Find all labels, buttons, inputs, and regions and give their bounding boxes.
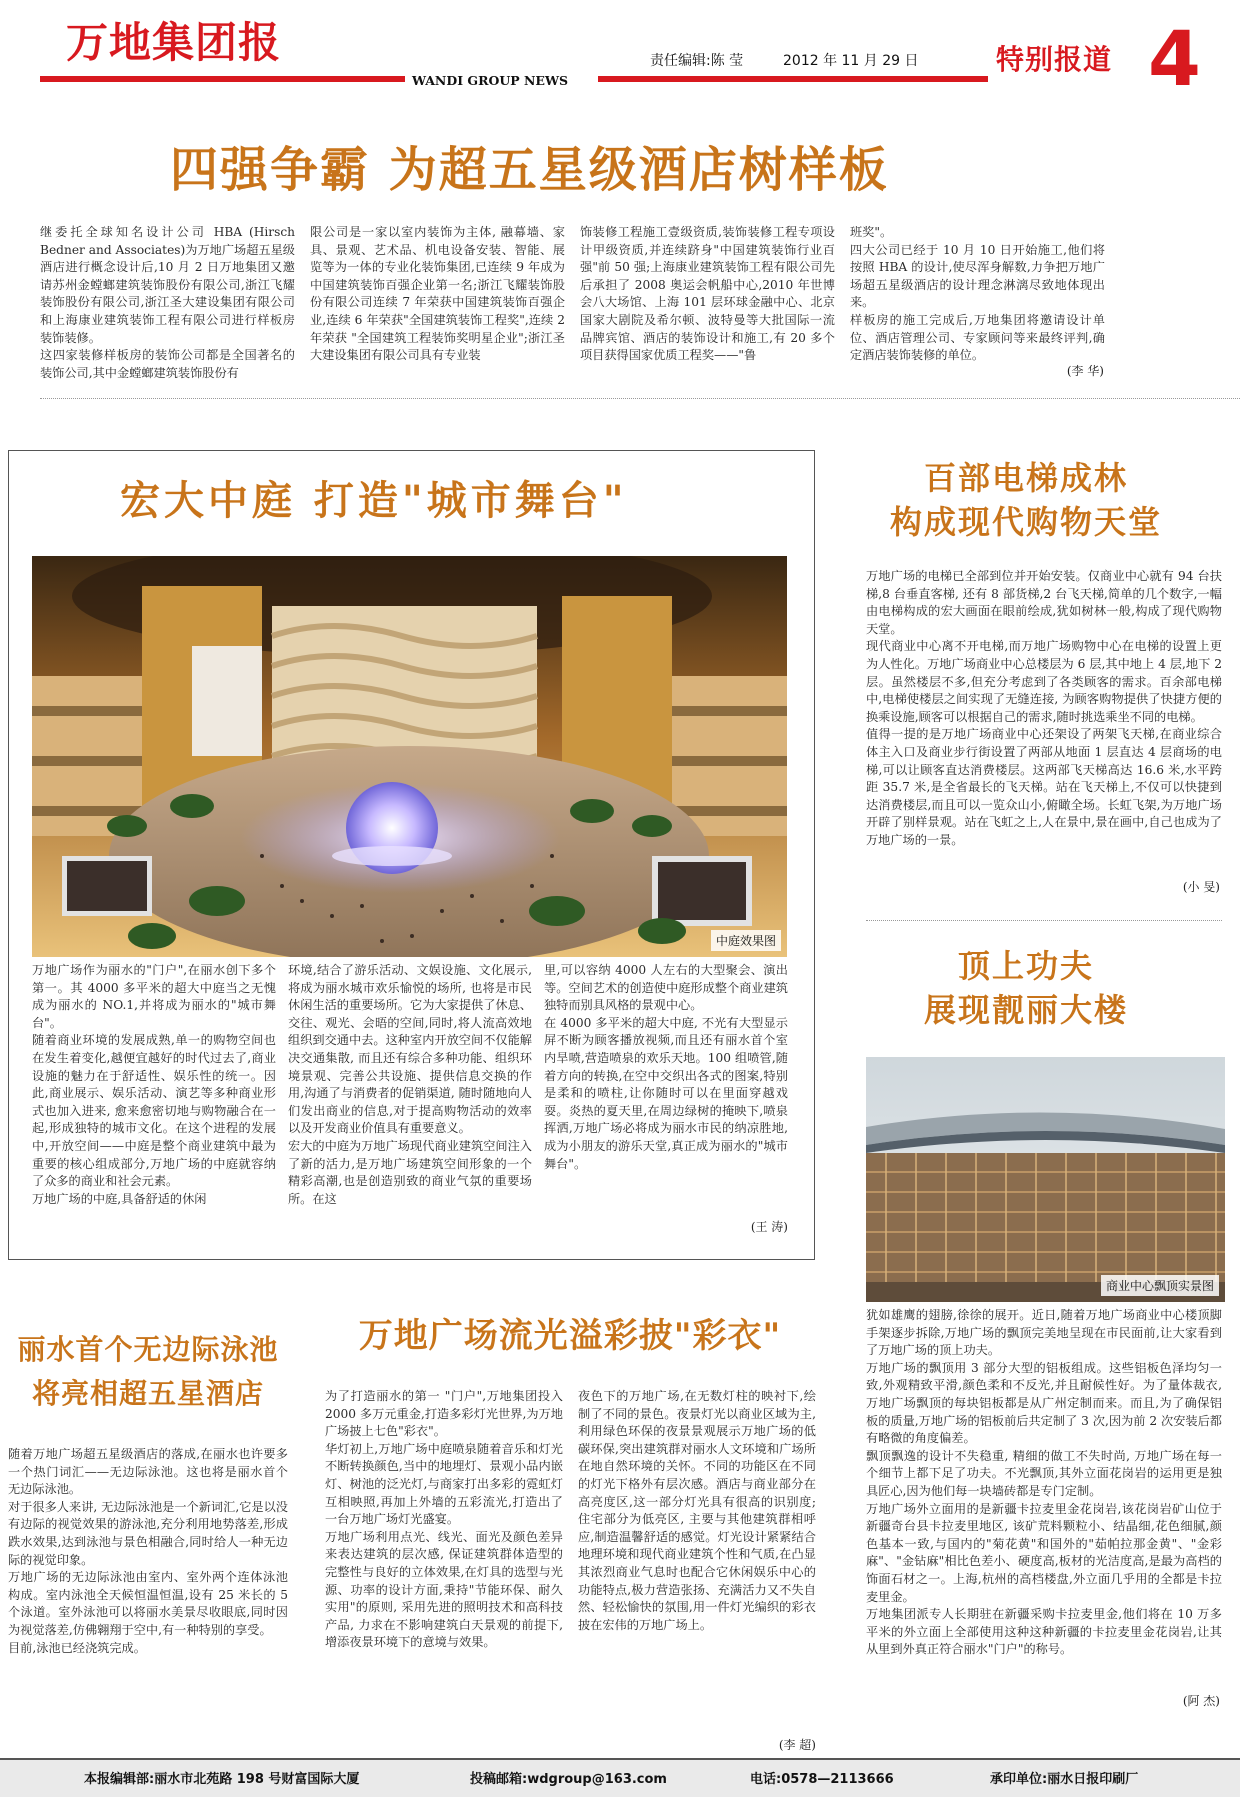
roof-headline-2: 展现靓丽大楼 xyxy=(923,991,1128,1029)
roof-body: 犹如雄鹰的翅膀,徐徐的展开。近日,随着万地广场商业中心楼顶脚手架逐步拆除,万地广场的飘顶完美地呈现在市民面前,让大家看到了万地广场的顶上功夫。 万地广场的飘顶用 3 部分大型的铝板组成。这些铝板色泽均匀一致,外观精致平滑,颜色柔和不反光,并且耐候性好。为了量体裁衣,万地广场飘顶的每块铝板都是从广州定制而来。而且,为了确保铝板的质量,万地广场的铝板前后共定制了 3 次,因为前 2 次安装后都有略微的角度偏差。 飘顶飘逸的设计不失稳重, 精细的做工不失时尚, 万地广场在每一个细节上都下足了功夫。不光飘顶,其外立面花岗岩的运用更是独具匠心,因为他们每一块墙砖都是专门定制。 万地广场外立面用的是新疆卡拉麦里金花岗岩,该花岗岩矿山位于新疆奇台县卡拉麦里地区, 该矿荒料颗粒小、结晶细,花色细腻,颜色基本一致,与国内的"菊花黄"和国外的"茹帕拉那金黄"、"金彩麻"、"金钻麻"相比色差小、硬度高,板材的光洁度高,是最为高档的饰面石材之一。上海,杭州的高档楼盘,外立面几乎用的全都是卡拉麦里金。 万地集团派专人长期驻在新疆采购卡拉麦里金,他们将在 10 万多平米的外立面上全部使用这种这种新疆的卡拉麦里金花岗岩,让其从里到外真正符合丽水"门户"的称号。 xyxy=(866,1308,1222,1657)
elevators-headline-2: 构成现代购物天堂 xyxy=(889,503,1162,541)
pool-headline-2: 将亮相超五星酒店 xyxy=(31,1377,264,1410)
atrium-col-3: 里,可以容纳 4000 人左右的大型聚会、演出等。空间艺术的创造使中庭形成整个商业建筑独特而别具风格的景观中心。 在 4000 多平米的超大中庭, 不光有大型显示屏不断为顾客播放视频,而且还有丽水首个室内旱喷,营造喷泉的欢乐天地。100 组喷管,随着方向的转换,在空中交织出各式的图案,特别是柔和的喷柱,让你随时可以在里面穿越戏耍。炎热的夏天里,在周边绿树的掩映下,喷泉挥洒,万地广场必将成为丽水市民的纳凉胜地,成为小朋友的游乐天堂,真正成为丽水的"城市舞台"。 xyxy=(544,963,788,1171)
footer-printer: 承印单位:丽水日报印刷厂 xyxy=(990,1772,1139,1787)
lead-divider xyxy=(40,398,1240,399)
roof-construction-image xyxy=(866,1057,1225,1302)
lead-col-1: 继委托全球知名设计公司 HBA (Hirsch Bedner and Associates)为万地广场超五星级酒店进行概念设计后,10 月 2 日万地集团又邀请苏州金螳螂建筑装饰股份有限公司,浙江飞耀装饰股份有限公司,浙江圣大建设集团有限公司和上海康业建筑装饰工程有限公司进行样板房装饰装修。 这四家装修样板房的装饰公司都是全国著名的装饰公司,其中金螳螂建筑装饰股份有 xyxy=(40,225,295,380)
pool-headline-1: 丽水首个无边际泳池 xyxy=(17,1333,279,1366)
footer-email: 投稿邮箱:wdgroup@163.com xyxy=(470,1772,667,1787)
elevators-body: 万地广场的电梯已全部到位并开始安装。仅商业中心就有 94 台扶梯,8 台垂直客梯, 还有 8 部货梯,2 台飞天梯,简单的几个数字,一幅由电梯构成的宏大画面在眼前绘成,犹如树林一般,构成了现代购物天堂。 现代商业中心离不开电梯,而万地广场购物中心在电梯的设置上更为人性化。万地广场商业中心总楼层为 6 层,其中地上 4 层,地下 2 层。虽然楼层不多,但充分考虑到了各类顾客的需求。百余部电梯中,电梯使楼层之间实现了无缝连接, 为顾客购物提供了快捷方便的换乘设施,顾客可以根据自己的需求,随时挑选乘坐不同的电梯。 值得一提的是万地广场商业中心还架设了两架飞天梯,在商业综合体主入口及商业步行街设置了两部从地面 1 层直达 4 层商场的电梯,可以让顾客直达消费楼层。这两部飞天梯高达 16.6 米,水平跨距 35.7 米,是全省最长的飞天梯。站在飞天梯上,不仅可以快捷到达消费楼层,而且可以一览众山小,俯瞰全场。长虹飞架,为万地广场开辟了别样景观。站在飞虹之上,人在景中,景在画中,自己也成为了万地广场的一景。 xyxy=(866,569,1222,847)
roof-headline-1: 顶上功夫 xyxy=(957,947,1094,985)
masthead xyxy=(0,0,1240,103)
atrium-rendering-image xyxy=(32,556,787,957)
masthead-logo-en: WANDI GROUP NEWS xyxy=(412,73,569,88)
lighting-col-2: 夜色下的万地广场,在无数灯柱的映衬下,绘制了不同的景色。夜景灯光以商业区域为主,利用绿色环保的夜景景观展示万地广场的低碳环保,突出建筑群对丽水人文环境和广场所在地自然环境的关怀。不同的功能区在不同的灯光下格外有层次感。酒店与商业部分在高亮度区,这一部分灯光具有很高的识别度;住宅部分为低亮区, 主要与其他建筑群相呼应,制造温馨舒适的感觉。灯光设计紧紧结合地理环境和现代商业建筑个性和气质,在凸显其浓烈商业气息时也配合它休闲娱乐中心的功能特点,极力营造张扬、充满活力又不失自然、轻松愉快的氛围,用一件灯光编织的彩衣披在宏伟的万地广场上。 xyxy=(578,1389,816,1632)
roof-photo-caption: 商业中心飘顶实景图 xyxy=(1101,1275,1219,1296)
masthead-red-rule-left xyxy=(40,76,405,82)
atrium-photo xyxy=(32,556,787,957)
atrium-col-1: 万地广场作为丽水的"门户",在丽水创下多个第一。其 4000 多平米的超大中庭当之无愧成为丽水的 NO.1,并将成为丽水的"城市舞台"。 随着商业环境的发展成熟,单一的购物空间也在发生着变化,越便宜越好的时代过去了,商业设施的魅力在于舒适性、娱乐性的统一。因此,商业展示、娱乐活动、演艺等多种商业形式也加入进来, 愈来愈密切地与购物融合在一起,形成独特的城市文化。在这个进程的发展中,开放空间——中庭是整个商业建筑中最为重要的核心组成部分,万地广场的中庭就容纳了众多的商业和社会元素。 万地广场的中庭,具备舒适的休闲 xyxy=(32,963,276,1206)
lead-col-3: 饰装修工程施工壹级资质,装饰装修工程专项设计甲级资质,并连续跻身"中国建筑装饰行业百强"前 50 强;上海康业建筑装饰工程有限公司先后承担了 2008 奥运会帆船中心,2010 年世博会八大场馆、上海 101 层环球金融中心、北京国家大剧院及希尔顿、波特曼等大批国际一流品牌宾馆、酒店的装饰设计和施工,有 20 多个项目获得国家优质工程奖——"鲁 xyxy=(580,225,835,363)
lead-headline: 四强争霸 为超五星级酒店树样板 xyxy=(170,142,889,198)
elevators-headline-1: 百部电梯成林 xyxy=(923,459,1128,497)
elevators-byline: (小 旻) xyxy=(1182,880,1220,894)
roof-byline: (阿 杰) xyxy=(1182,1694,1220,1708)
masthead-logo-cn: 万地集团报 xyxy=(66,18,282,67)
lead-byline: (李 华) xyxy=(1066,364,1104,378)
atrium-headline: 宏大中庭 打造"城市舞台" xyxy=(120,477,628,524)
footer-office: 本报编辑部:丽水市北苑路 198 号财富国际大厦 xyxy=(84,1772,360,1787)
atrium-byline: (王 涛) xyxy=(750,1220,788,1234)
page-number: 4 xyxy=(1148,14,1201,103)
masthead-editor: 责任编辑:陈 莹 xyxy=(650,53,744,69)
atrium-photo-caption: 中庭效果图 xyxy=(711,930,781,951)
masthead-red-rule-right xyxy=(598,76,988,82)
masthead-date: 2012 年 11 月 29 日 xyxy=(783,53,919,69)
lead-col-2: 限公司是一家以室内装饰为主体, 融幕墙、家具、景观、艺术品、机电设备安装、智能、展览等为一体的专业化装饰集团,已连续 9 年成为中国建筑装饰百强企业第一名;浙江飞耀装饰股份有限公司连续 7 年荣获中国建筑装饰百强企业,连续 6 年荣获"全国建筑装饰工程奖",连续 2 年荣获 "全国建筑工程装饰奖明星企业";浙江圣大建设集团有限公司具有专业装 xyxy=(310,225,565,363)
pool-body: 随着万地广场超五星级酒店的落成,在丽水也许要多一个热门词汇——无边际泳池。这也将是丽水首个无边际泳池。 对于很多人来讲, 无边际泳池是一个新词汇,它是以没有边际的视觉效果的游泳池,充分利用地势落差,形成跌水效果,达到泳池与景色相融合,同时给人一种无边际的视觉印象。 万地广场的无边际泳池由室内、室外两个连体泳池构成。室内泳池全天候恒温恒温,设有 25 米长的 5 个泳道。室外泳池可以将丽水美景尽收眼底,同时因为视觉落差,仿佛翱翔于空中,有一种特别的享受。 目前,泳池已经浇筑完成。 xyxy=(8,1447,288,1655)
lead-col-4: 班奖"。 四大公司已经于 10 月 10 日开始施工,他们将按照 HBA 的设计,使尽浑身解数,力争把万地广场超五星级酒店的设计理念淋漓尽致地体现出来。 样板房的施工完成后,万地集团将邀请设计单位、酒店管理公司、专家顾问等来最终评判,确定酒店装饰装修的单位。 xyxy=(850,225,1105,363)
elevators-divider xyxy=(866,920,1222,921)
lighting-headline: 万地广场流光溢彩披"彩衣" xyxy=(358,1316,782,1356)
lighting-col-1: 为了打造丽水的第一 "门户",万地集团投入 2000 多万元重金,打造多彩灯光世界,为万地广场披上七色"彩衣"。 华灯初上,万地广场中庭喷泉随着音乐和灯光不断转换颜色,当中的地埋灯、景观小品内嵌灯、树池的泛光灯,与商家打出多彩的霓虹灯互相映照,再加上外墙的五彩流光,打造出了一台万地广场灯光盛宴。 万地广场利用点光、线光、面光及颜色差异来表达建筑的层次感, 保证建筑群体造型的完整性与良好的立体效果,在灯具的选型与光源、功率的设计方面,秉持"节能环保、耐久实用"的原则, 采用先进的照明技术和高科技产品, 力求在不影响建筑白天景观的前提下,增添夜景环境下的意境与效果。 xyxy=(325,1389,563,1650)
lighting-byline: (李 超) xyxy=(778,1738,816,1752)
roof-photo xyxy=(866,1057,1225,1302)
atrium-col-2: 环境,结合了游乐活动、文娱设施、文化展示, 将成为丽水城市欢乐愉悦的场所, 也将是市民休闲生活的重要场所。它为大家提供了休息、交往、观光、会晤的空间,同时,将人流高效地组织到交通中去。这种室内开放空间不仅能解决交通集散, 而且还有综合多种功能、组织环境景观、完善公共设施、提供信息交换的作用,沟通了与消费者的促销渠道, 随时随地向人们发出商业的信息,对于提高购物活动的效率以及开发商业价值具有重要意义。 宏大的中庭为万地广场现代商业建筑空间注入了新的活力,是万地广场建筑空间形象的一个精彩高潮,也是创造别致的商业气氛的重要场所。在这 xyxy=(288,963,532,1206)
section-label: 特别报道 xyxy=(996,43,1113,76)
footer-phone: 电话:0578—2113666 xyxy=(750,1772,894,1787)
